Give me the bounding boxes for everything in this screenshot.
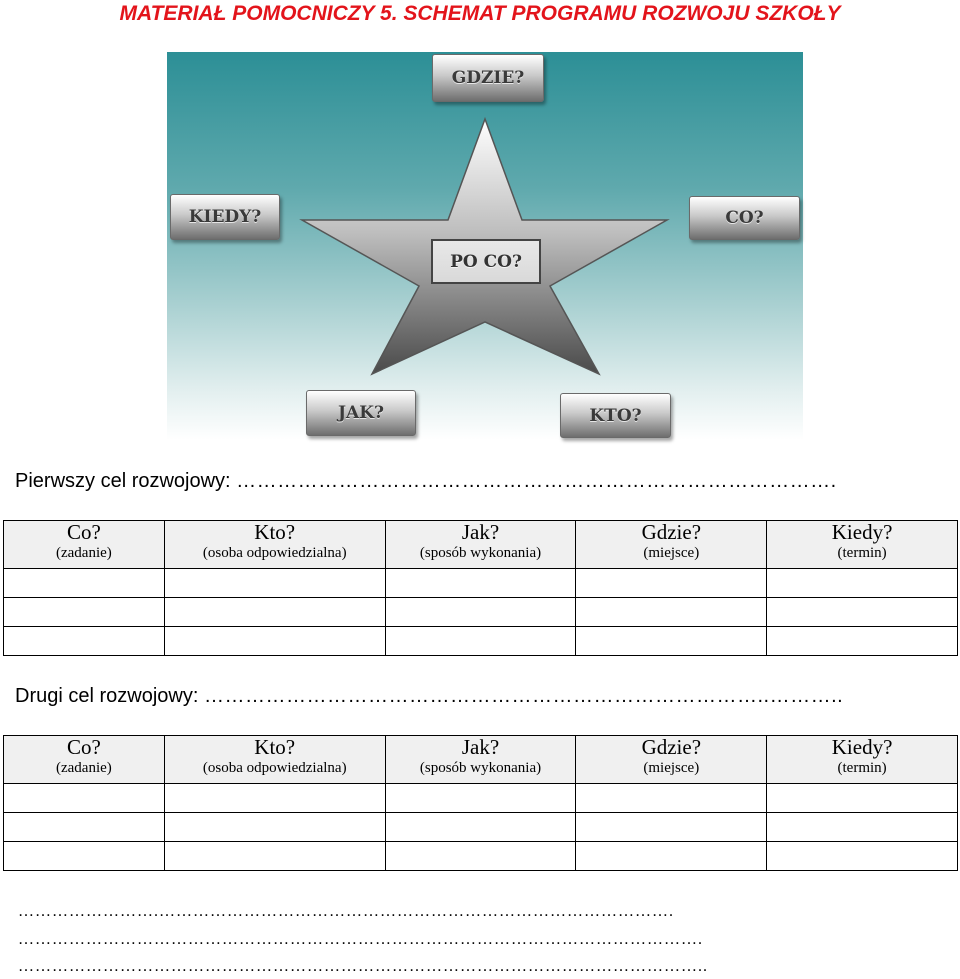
dotted-line: ………………………………………………………………………………………………………….. (18, 958, 708, 975)
table-row (4, 842, 958, 871)
goal-1-line (15, 470, 837, 493)
label-kto: KTO? (560, 393, 671, 438)
goal-1-dots: ……………………………………………………………………………. (236, 470, 837, 492)
goal-1-label: Pierwszy cel rozwojowy: (15, 470, 231, 492)
goal-2-line (15, 685, 843, 708)
table-row (4, 569, 958, 598)
table-row (4, 627, 958, 656)
goal-2-table (3, 735, 958, 871)
header-kto: Kto? (osoba odpowiedzialna) (164, 521, 385, 569)
star-diagram (167, 52, 803, 440)
header-jak: Jak? (sposób wykonania) (385, 736, 576, 784)
label-po-co: PO CO? (431, 239, 541, 284)
table-row (4, 784, 958, 813)
label-co: CO? (689, 196, 800, 240)
table-header-row (4, 521, 958, 569)
goal-2-dots: ………………………………………………………………………..……….. (203, 685, 844, 707)
label-jak: JAK? (306, 390, 416, 436)
table-header-row (4, 736, 958, 784)
goal-2-label: Drugi cel rozwojowy: (15, 685, 199, 707)
header-kiedy: Kiedy? (termin) (767, 736, 958, 784)
header-co: Co? (zadanie) (4, 521, 165, 569)
table-row (4, 813, 958, 842)
dotted-line: …………………………………………………………………………………………………………. (18, 931, 703, 948)
header-kto: Kto? (osoba odpowiedzialna) (164, 736, 385, 784)
header-gdzie: Gdzie? (miejsce) (576, 521, 767, 569)
header-gdzie: Gdzie? (miejsce) (576, 736, 767, 784)
page-title: MATERIAŁ POMOCNICZY 5. SCHEMAT PROGRAMU ROZWOJU SZKOŁY (119, 2, 841, 25)
label-kiedy: KIEDY? (170, 194, 280, 240)
header-kiedy: Kiedy? (termin) (767, 521, 958, 569)
header-co: Co? (zadanie) (4, 736, 165, 784)
dotted-line: …………………….………………………………………………………………………………. (18, 903, 674, 920)
header-jak: Jak? (sposób wykonania) (385, 521, 576, 569)
label-gdzie: GDZIE? (432, 54, 544, 102)
table-row (4, 598, 958, 627)
goal-1-table (3, 520, 958, 656)
